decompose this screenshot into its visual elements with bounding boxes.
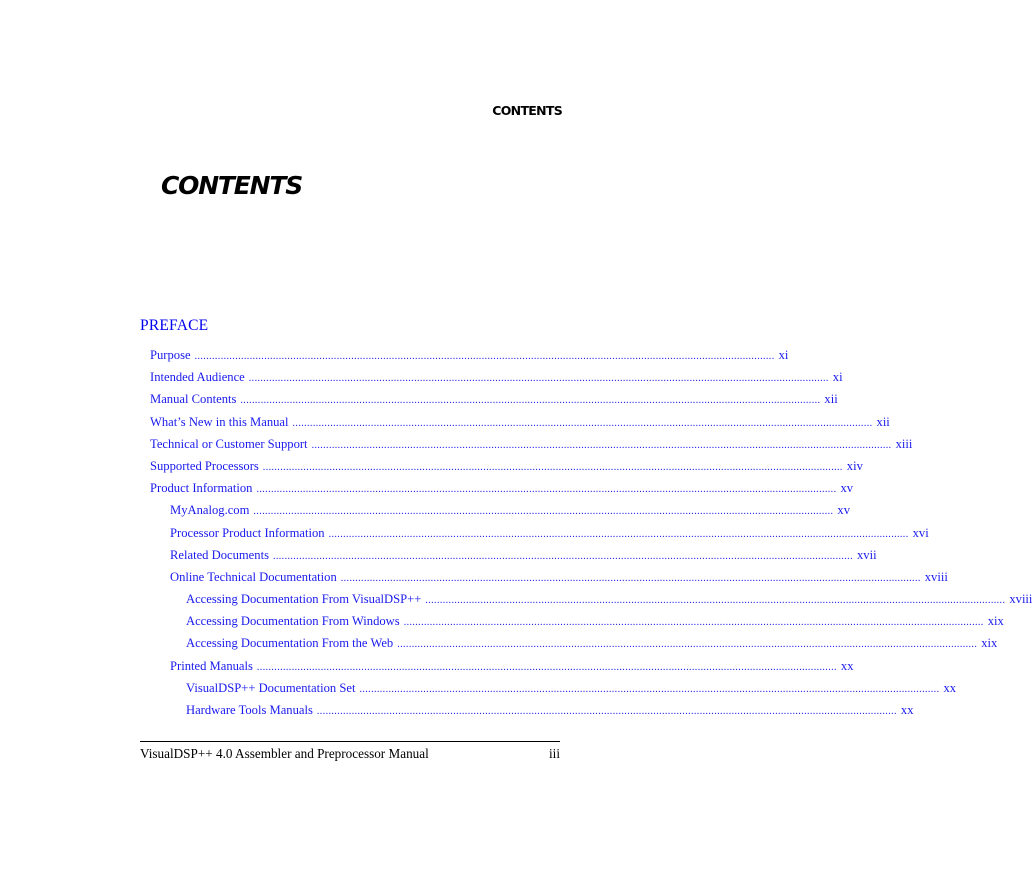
toc-entry[interactable] [170,499,850,521]
toc-entry-label: Product Information [150,481,253,496]
toc-entry-page: xiv [846,458,863,473]
toc-entry[interactable] [150,477,854,499]
toc-entry-page: xviii [1009,592,1032,607]
toc-entry[interactable] [186,588,1032,610]
toc-leader-dots: ........................................................................................................................................................................................................ [359,683,940,695]
toc-leader-dots: ........................................................................................................................................................................................................ [256,661,837,673]
toc-entry-label: Related Documents [170,547,269,562]
toc-leader-dots: ........................................................................................................................................................................................................ [272,550,853,562]
toc-leader-dots: ........................................................................................................................................................................................................ [397,639,978,651]
toc-entry-page: xvi [912,525,929,540]
toc-leader-dots: ........................................................................................................................................................................................................ [240,395,821,407]
toc-entry[interactable] [150,366,843,388]
toc-entry-page: xv [840,481,854,496]
toc-entry[interactable] [150,388,838,410]
toc-entry[interactable] [186,677,957,699]
toc-entry[interactable] [170,544,877,566]
toc-entry-label: Intended Audience [150,370,245,385]
toc-entry-label: Technical or Customer Support [150,436,308,451]
toc-entry-label: Online Technical Documentation [170,569,337,584]
toc-entry[interactable] [150,411,890,433]
chapter-title: CONTENTS [161,171,303,200]
toc-entry[interactable] [170,566,948,588]
toc-entry-label: Hardware Tools Manuals [186,703,313,717]
toc-leader-dots: ........................................................................................................................................................................................................ [340,572,921,584]
toc-entry-label: What’s New in this Manual [150,414,289,429]
running-head: CONTENTS [492,103,562,118]
toc-entry-page: xx [900,703,914,717]
toc-leader-dots: ........................................................................................................................................................................................................ [328,528,909,540]
toc-leader-dots: ........................................................................................................................................................................................................ [248,373,829,385]
toc-entry-page: xiii [895,436,913,451]
toc-entry-label: Accessing Documentation From VisualDSP++ [186,592,422,607]
toc-leader-dots: ........................................................................................................................................................................................................ [292,417,873,429]
toc-entry[interactable] [186,632,998,654]
toc-entry[interactable] [170,522,929,544]
toc-entry-page: xix [987,614,1004,629]
toc-list [0,344,1032,721]
toc-entry-label: MyAnalog.com [170,503,250,518]
toc-leader-dots: ........................................................................................................................................................................................................ [194,351,775,362]
toc-entry-page: xii [876,414,890,429]
toc-leader-dots: ........................................................................................................................................................................................................ [253,506,834,518]
toc-leader-dots: ........................................................................................................................................................................................................ [425,595,1006,607]
toc-entry-page: xviii [924,569,948,584]
toc-entry-label: Manual Contents [150,392,237,407]
toc-entry-page: xvii [856,547,877,562]
toc-leader-dots: ........................................................................................................................................................................................................ [403,617,984,629]
footer-rule [140,741,560,742]
toc-entry-page: xix [981,636,998,651]
toc-entry-label: Accessing Documentation From Windows [186,614,400,629]
toc-leader-dots: ........................................................................................................................................................................................................ [262,461,843,473]
toc-entry-label: Purpose [150,348,191,362]
footer-page-number: iii [549,746,560,761]
toc-entry-label: Processor Product Information [170,525,325,540]
toc-entry-page: xx [943,680,957,695]
toc-entry-page: xi [832,370,843,385]
toc-entry[interactable] [150,455,863,477]
toc-entry[interactable] [150,433,913,455]
footer-manual-title: VisualDSP++ 4.0 Assembler and Preprocessor Manual [140,746,429,761]
toc-entry-page: xv [837,503,850,518]
toc-leader-dots: ........................................................................................................................................................................................................ [311,439,892,451]
toc-entry[interactable] [186,610,1004,632]
toc-entry-label: Printed Manuals [170,658,253,673]
toc-entry-page: xii [824,392,838,407]
toc-entry[interactable] [150,344,789,366]
toc-entry-page: xx [840,658,854,673]
toc-entry-label: VisualDSP++ Documentation Set [186,680,356,695]
toc-entry-label: Supported Processors [150,458,259,473]
toc-entry-label: Accessing Documentation From the Web [186,636,394,651]
toc-entry[interactable] [186,699,914,721]
toc-entry-page: xi [778,348,789,362]
toc-entry[interactable] [170,655,854,677]
toc-leader-dots: ........................................................................................................................................................................................................ [256,484,837,496]
section-heading-preface[interactable]: PREFACE [140,317,209,334]
toc-leader-dots: ........................................................................................................................................................................................................ [316,706,897,717]
